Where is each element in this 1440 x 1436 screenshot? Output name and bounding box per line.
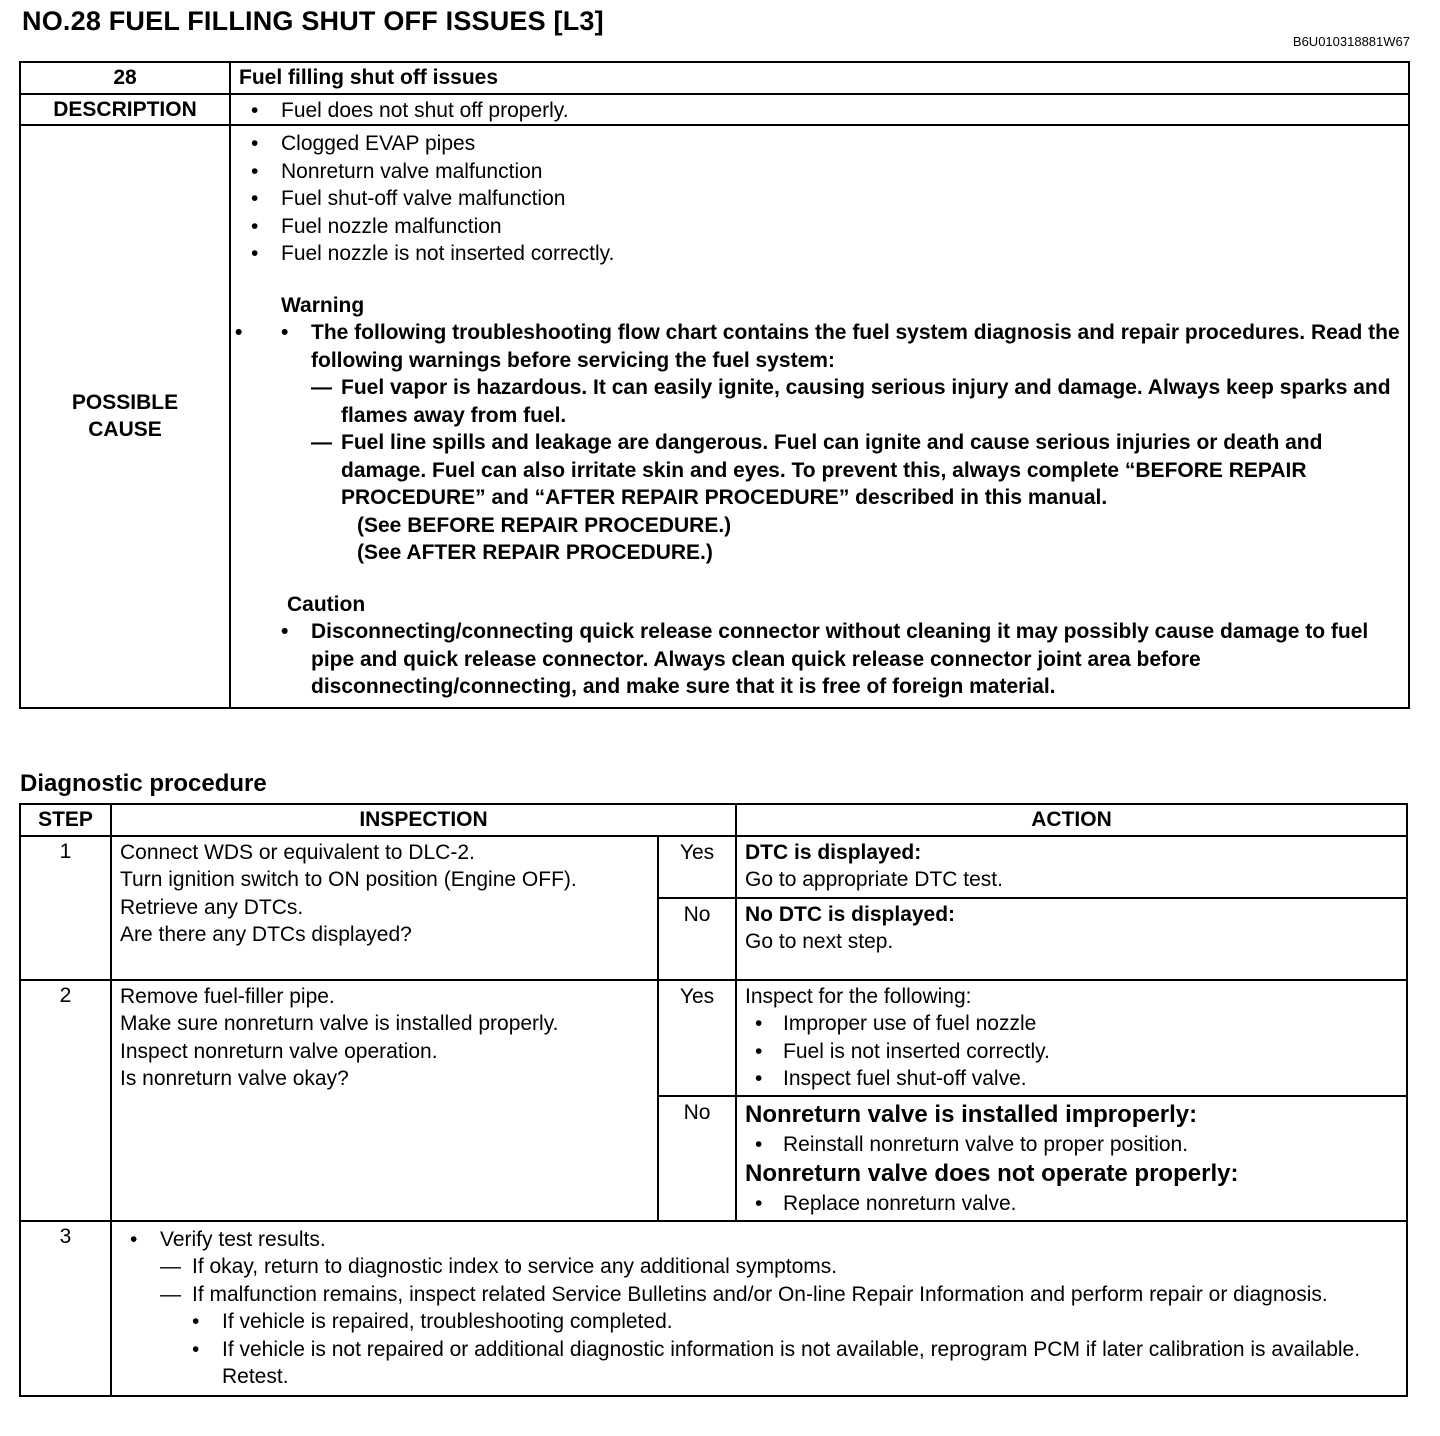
procedure-table [19, 803, 1408, 1397]
list-item: • Inspect fuel shut-off valve. [745, 1065, 1398, 1093]
document-code: B6U010318881W67 [1292, 34, 1410, 49]
step-inspection: Connect WDS or equivalent to DLC-2. Turn ignition switch to ON position (Engine OFF). Retrieve any DTCs. Are there any DTCs displayed? [111, 836, 658, 980]
caution-title: Caution [287, 592, 366, 616]
symptom-name: Fuel filling shut off issues [230, 62, 1409, 94]
page-title: NO.28 FUEL FILLING SHUT OFF ISSUES [L3] [22, 6, 604, 36]
list-item: • Clogged EVAP pipes [235, 130, 1404, 158]
step-number: 1 [20, 836, 111, 980]
yes-action: Inspect for the following: • Improper use of fuel nozzle • Fuel is not inserted correctly. • Inspect fuel shut-off valve. [736, 980, 1407, 1096]
list-item: • Fuel nozzle is not inserted correctly. [235, 240, 1404, 268]
column-header-action: ACTION [736, 804, 1407, 836]
warning-block [235, 292, 1404, 567]
no-label: No [658, 1096, 736, 1221]
description-label: DESCRIPTION [20, 94, 230, 126]
no-action: No DTC is displayed: Go to next step. [736, 898, 1407, 980]
list-item: • Reinstall nonreturn valve to proper position. [745, 1131, 1398, 1159]
warning-dash-2: — Fuel line spills and leakage are dangerous. Fuel can ignite and cause serious injuries or death and damage. Fuel can also irritate skin and eyes. To prevent this, always complete “BEFORE REPAIR PROCEDURE” and “AFTER REPAIR PROCEDURE” described in this manual. [311, 429, 1404, 512]
no-action: Nonreturn valve is installed improperly: • Reinstall nonreturn valve to proper position. Nonreturn valve does not operate properly: • Replace nonreturn valve. [736, 1096, 1407, 1221]
column-header-step: STEP [20, 804, 111, 836]
list-item: • Fuel is not inserted correctly. [745, 1038, 1398, 1066]
list-item: • If vehicle is repaired, troubleshooting completed. [120, 1308, 1398, 1336]
yes-label: Yes [658, 980, 736, 1096]
caution-text: • Disconnecting/connecting quick release connector without cleaning it may possibly cause damage to fuel pipe and quick release connector. Always clean quick release connector joint area before disconnecting/connecting, and make sure that it is free of foreign material. [281, 620, 1369, 698]
step-3-content [111, 1221, 1407, 1396]
list-item: • Fuel nozzle malfunction [235, 213, 1404, 241]
step-number: 3 [20, 1221, 111, 1396]
list-item: — If okay, return to diagnostic index to service any additional symptoms. [120, 1253, 1398, 1281]
list-item: • If vehicle is not repaired or additional diagnostic information is not available, reprogram PCM if later calibration is available. Retest. [120, 1336, 1398, 1391]
symptom-number: 28 [20, 62, 230, 94]
cause-list [235, 130, 1404, 268]
warning-dash-1: — Fuel vapor is hazardous. It can easily ignite, causing serious injury and damage. Always keep sparks and flames away from fuel. [311, 374, 1404, 429]
no-label: No [658, 898, 736, 980]
description-list [235, 97, 1404, 125]
list-item: • Nonreturn valve malfunction [235, 158, 1404, 186]
warning-title: Warning [281, 293, 365, 317]
column-header-inspection: INSPECTION [111, 804, 736, 836]
yes-label: Yes [658, 836, 736, 898]
possible-cause-label: POSSIBLE CAUSE [20, 125, 230, 708]
step-inspection: Remove fuel-filler pipe. Make sure nonreturn valve is installed properly. Inspect nonreturn valve operation. Is nonreturn valve okay? [111, 980, 658, 1221]
bullet-icon: • • [281, 321, 289, 344]
symptom-table [19, 61, 1410, 709]
see-before-repair: (See BEFORE REPAIR PROCEDURE.) [357, 513, 732, 537]
step-number: 2 [20, 980, 111, 1221]
list-item: • Fuel does not shut off properly. [235, 97, 1404, 125]
list-item: • Verify test results. [120, 1226, 1398, 1254]
see-after-repair: (See AFTER REPAIR PROCEDURE.) [357, 541, 713, 564]
warning-text: • • The following troubleshooting flow chart contains the fuel system diagnosis and repair procedures. Read the following warnings before servicing the fuel system: [235, 319, 1404, 374]
list-item: — If malfunction remains, inspect related Service Bulletins and/or On-line Repair Information and perform repair or diagnosis. [120, 1281, 1398, 1309]
yes-action: DTC is displayed: Go to appropriate DTC test. [736, 836, 1407, 898]
list-item: • Fuel shut-off valve malfunction [235, 185, 1404, 213]
procedure-heading: Diagnostic procedure [20, 770, 267, 797]
list-item: • Replace nonreturn valve. [745, 1190, 1398, 1218]
list-item: • Improper use of fuel nozzle [745, 1010, 1398, 1038]
